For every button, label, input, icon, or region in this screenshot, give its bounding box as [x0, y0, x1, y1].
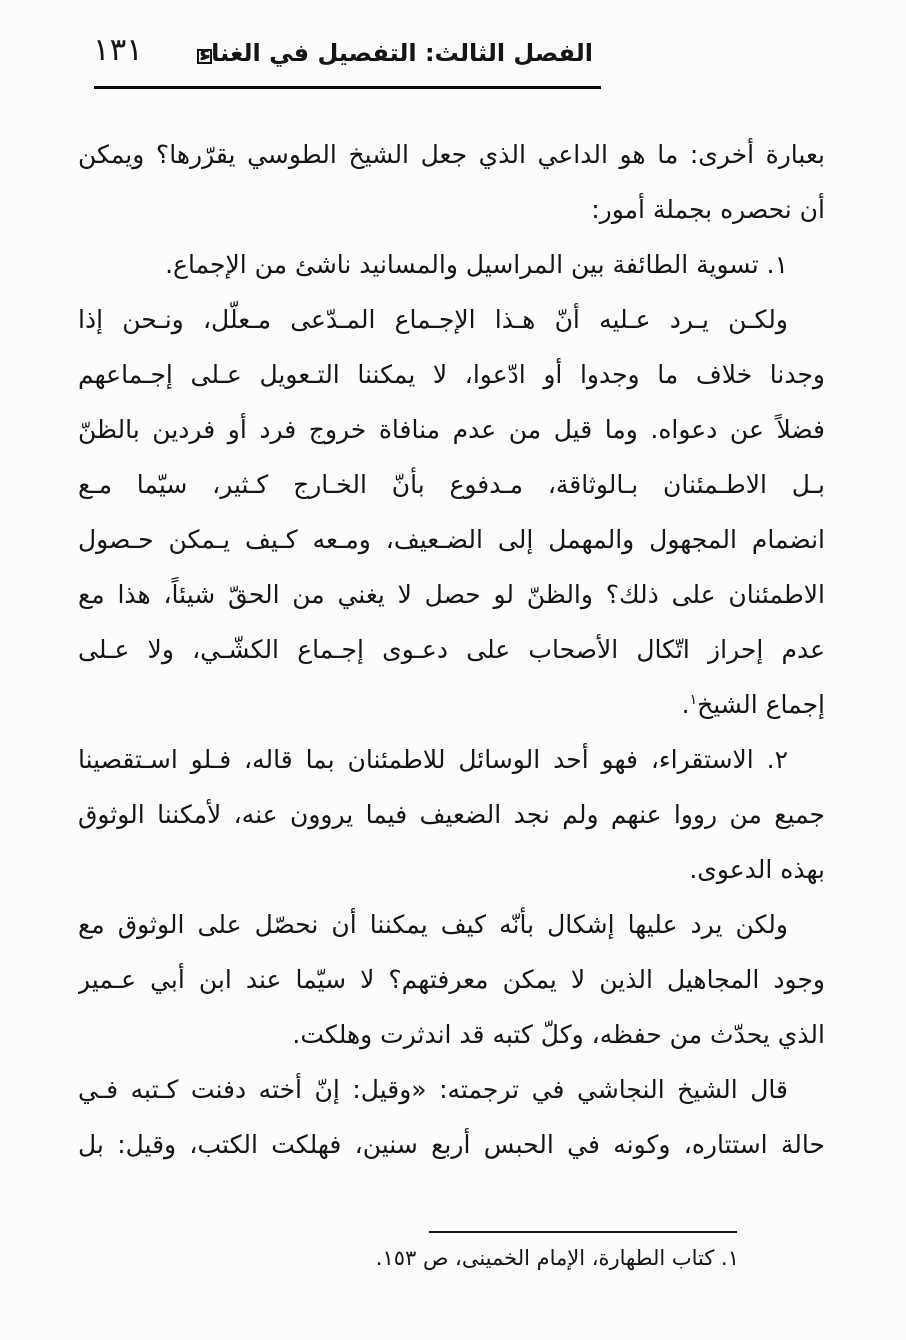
body-line: بهذه الدعوى. — [689, 855, 825, 884]
footnote-text: ١. كتاب الطهارة، الإمام الخمينى، ص ١٥٣. — [375, 1246, 739, 1270]
footnote-divider — [429, 1231, 737, 1233]
body-line: وجود المجاهيل الذين لا يمكن معرفتهم؟ لا سيّما عند ابن أبي عـمير — [78, 965, 825, 994]
body-line: فضلاً عن دعواه. وما قيل من عدم منافاة خروج فرد أو فردين بالظنّ — [78, 415, 825, 444]
body-line: ١. تسوية الطائفة بين المراسيل والمسانيد ناشئ من الإجماع. — [165, 250, 788, 279]
body-line: ٢. الاستقراء، فهو أحد الوسائل للاطمئنان بما قاله، فـلو اسـتقصينا — [78, 745, 788, 774]
body-line: جميع من رووا عنهم ولم نجد الضعيف فيما يروون عنه، لأمكننا الوثوق — [78, 800, 825, 829]
body-line: وجدنا خلاف ما وجدوا أو ادّعوا، لا يمكننا التـعويل عـلى إجـماعهم — [78, 360, 825, 389]
body-line: قال الشيخ النجاشي في ترجمته: «وقيل: إنّ أخته دفنت كـتبه فـي — [78, 1075, 788, 1104]
body-text: إجماع الشيخ — [697, 690, 825, 719]
body-line: ولكـن يـرد عـليه أنّ هـذا الإجـماع المـدّعى مـعلّل، ونـحن إذا — [78, 305, 788, 334]
footnote-ref-marker: ١ — [689, 692, 698, 708]
body-line: بعبارة أخرى: ما هو الداعي الذي جعل الشيخ الطوسي يقرّرها؟ ويمكن — [78, 140, 825, 169]
header-divider — [94, 86, 601, 89]
chapter-title: الفصل الثالث: التفصيل في الغناء — [198, 39, 593, 67]
body-text: . — [681, 690, 690, 719]
body-line: حالة استتاره، وكونه في الحبس أربع سنين، فهلكت الكتب، وقيل: بل — [78, 1130, 825, 1159]
page-number: ١٣١ — [93, 32, 143, 68]
body-text-block — [78, 127, 825, 1172]
body-line: ولكن يرد عليها إشكال بأنّه كيف يمكننا أن نحصّل على الوثوق مع — [78, 910, 788, 939]
body-line: الذي يحدّث من حفظه، وكلّ كتبه قد اندثرت وهلكت. — [292, 1020, 825, 1049]
body-line: أن نحصره بجملة أمور: — [591, 195, 825, 224]
body-line — [78, 677, 825, 732]
body-line: انضمام المجهول والمهمل إلى الضـعيف، ومـعه كـيف يـمكن حـصول — [78, 525, 825, 554]
body-line: بـل الاطـمئنان بـالوثاقة، مـدفوع بأنّ الخـارج كـثير، سيّما مـع — [78, 470, 825, 499]
body-line: الاطمئنان على ذلك؟ والظنّ لو حصل لا يغني من الحقّ شيئاً، هذا مع — [78, 580, 825, 609]
body-line: عدم إحراز اتّكال الأصحاب على دعـوى إجـماع الكشّـي، ولا عـلى — [78, 635, 825, 664]
